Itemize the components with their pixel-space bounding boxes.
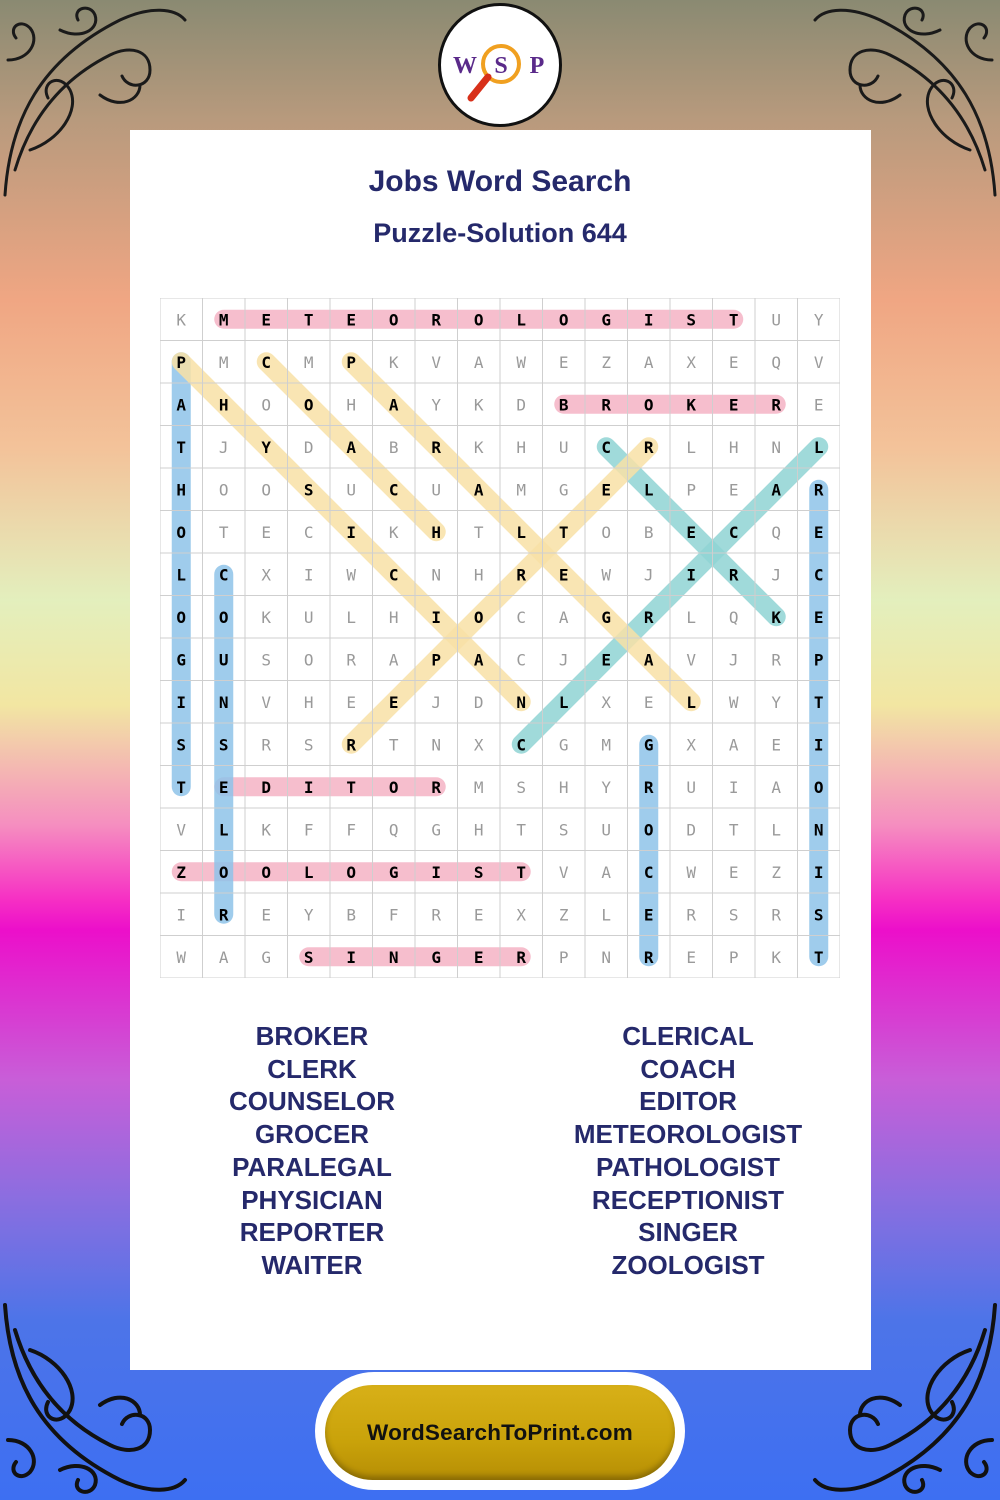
grid-cell: O [303, 395, 314, 415]
grid-cell: A [601, 862, 612, 882]
grid-cell: P [431, 650, 442, 670]
grid-cell: C [388, 565, 399, 585]
grid-cell: R [431, 310, 442, 330]
grid-cell: L [686, 437, 697, 457]
grid-cell: X [473, 735, 484, 755]
grid-cell: O [601, 522, 612, 542]
grid-cell: I [431, 862, 442, 882]
grid-cell: O [176, 607, 187, 627]
grid-cell: I [813, 862, 824, 882]
grid-cell: R [431, 905, 442, 925]
grid-cell: J [728, 650, 739, 670]
word-list-item: COUNSELOR [228, 1086, 396, 1117]
grid-cell: C [388, 480, 399, 500]
grid-cell: T [516, 862, 527, 882]
grid-cell: Q [728, 607, 739, 627]
grid-cell: X [686, 352, 697, 372]
grid-cell: S [218, 735, 229, 755]
grid-cell: Z [558, 905, 569, 925]
grid-cell: S [176, 735, 187, 755]
word-list-item: SINGER [638, 1217, 738, 1248]
grid-cell: T [218, 522, 229, 542]
grid-cell: L [686, 607, 697, 627]
grid-cell: G [261, 947, 272, 967]
grid-cell: R [771, 905, 782, 925]
grid-cell: O [218, 480, 229, 500]
grid-cell: N [813, 820, 824, 840]
grid-cell: T [728, 820, 739, 840]
grid-cell: R [813, 480, 824, 500]
grid-cell: M [218, 310, 229, 330]
grid-cell: C [303, 522, 314, 542]
grid-cell: E [728, 352, 739, 372]
grid-cell: H [388, 607, 399, 627]
grid-cell: I [686, 565, 697, 585]
grid-cell: W [601, 565, 612, 585]
grid-cell: M [303, 352, 314, 372]
grid-cell: A [558, 607, 569, 627]
grid-cell: G [176, 650, 187, 670]
grid-cell: I [813, 735, 824, 755]
grid-cell: R [516, 565, 527, 585]
grid-cell: C [813, 565, 824, 585]
grid-cell: R [771, 650, 782, 670]
page-title: Jobs Word Search [368, 165, 632, 198]
grid-cell: A [771, 777, 782, 797]
grid-cell: E [601, 480, 612, 500]
grid-cell: N [516, 692, 527, 712]
grid-cell: D [261, 777, 272, 797]
grid-cell: G [431, 947, 442, 967]
grid-cell: E [388, 692, 399, 712]
grid-cell: R [346, 735, 357, 755]
grid-cell: E [218, 777, 229, 797]
grid-cell: K [261, 607, 272, 627]
grid-cell: C [516, 735, 527, 755]
grid-cell: G [601, 607, 612, 627]
grid-cell: V [813, 352, 824, 372]
grid-cell: T [558, 522, 569, 542]
grid-cell: A [176, 395, 187, 415]
grid-cell: H [516, 437, 527, 457]
grid-cell: U [303, 607, 314, 627]
grid-cell: A [643, 352, 654, 372]
grid-cell: Z [601, 352, 612, 372]
grid-cell: I [303, 777, 314, 797]
grid-cell: O [473, 607, 484, 627]
grid-svg [160, 298, 840, 978]
grid-cell: V [176, 820, 187, 840]
grid-cell: G [558, 480, 569, 500]
grid-cell: M [516, 480, 527, 500]
grid-cell: O [261, 395, 272, 415]
grid-cell: A [473, 352, 484, 372]
grid-cell: A [473, 650, 484, 670]
grid-cell: O [813, 777, 824, 797]
grid-cell: Y [303, 905, 314, 925]
grid-cell: E [473, 905, 484, 925]
grid-cell: M [218, 352, 229, 372]
grid-cell: C [601, 437, 612, 457]
grid-cell: U [686, 777, 697, 797]
grid-cell: L [643, 480, 654, 500]
grid-cell: L [218, 820, 229, 840]
grid-cell: Z [771, 862, 782, 882]
grid-cell: O [218, 607, 229, 627]
grid-cell: V [686, 650, 697, 670]
grid-cell: U [431, 480, 442, 500]
grid-cell: O [346, 862, 357, 882]
grid-cell: U [601, 820, 612, 840]
grid-cell: K [771, 607, 782, 627]
grid-cell: A [218, 947, 229, 967]
grid-cell: R [516, 947, 527, 967]
grid-cell: H [473, 820, 484, 840]
grid-cell: I [176, 905, 187, 925]
grid-cell: K [176, 310, 187, 330]
grid-cell: Q [771, 522, 782, 542]
grid-cell: X [261, 565, 272, 585]
grid-cell: R [643, 607, 654, 627]
logo-letter-p: P [529, 53, 545, 79]
grid-cell: O [176, 522, 187, 542]
grid-cell: T [176, 437, 187, 457]
grid-cell: E [728, 395, 739, 415]
grid-cell: U [771, 310, 782, 330]
grid-cell: S [473, 862, 484, 882]
grid-cell: C [516, 607, 527, 627]
grid-cell: O [303, 650, 314, 670]
grid-cell: M [601, 735, 612, 755]
grid-cell: K [388, 522, 399, 542]
grid-cell: E [346, 692, 357, 712]
logo-letter-s: S [494, 53, 508, 79]
grid-cell: S [813, 905, 824, 925]
grid-cell: I [431, 607, 442, 627]
grid-cell: U [218, 650, 229, 670]
grid-cell: I [346, 947, 357, 967]
grid-cell: T [388, 735, 399, 755]
grid-cell: W [346, 565, 357, 585]
grid-cell: E [686, 947, 697, 967]
grid-cell: K [261, 820, 272, 840]
grid-cell: K [473, 395, 484, 415]
grid-cell: O [558, 310, 569, 330]
grid-cell: I [176, 692, 187, 712]
grid-cell: R [346, 650, 357, 670]
word-list-item: PHYSICIAN [241, 1184, 383, 1215]
grid-cell: N [601, 947, 612, 967]
grid-cell: H [473, 565, 484, 585]
grid-cell: S [303, 480, 314, 500]
grid-cell: R [771, 395, 782, 415]
word-list-item: ZOOLOGIST [611, 1249, 765, 1280]
word-list-left [142, 1020, 482, 1282]
grid-cell: L [558, 692, 569, 712]
grid-cell: A [643, 650, 654, 670]
grid-cell: L [686, 692, 697, 712]
grid-cell: N [388, 947, 399, 967]
grid-cell: L [601, 905, 612, 925]
grid-cell: J [218, 437, 229, 457]
grid-cell: L [303, 862, 314, 882]
grid-cell: R [643, 777, 654, 797]
grid-cell: W [686, 862, 697, 882]
grid-cell: L [176, 565, 187, 585]
grid-cell: V [261, 692, 272, 712]
word-list-item: CLERK [267, 1053, 357, 1084]
word-list-item: GROCER [254, 1119, 370, 1150]
grid-cell: Z [176, 862, 187, 882]
grid-cell: R [728, 565, 739, 585]
grid-cell: K [473, 437, 484, 457]
grid-cell: H [728, 437, 739, 457]
grid-cell: D [473, 692, 484, 712]
grid-cell: B [346, 905, 357, 925]
grid-cell: R [218, 905, 229, 925]
grid-cell: H [218, 395, 229, 415]
grid-cell: S [686, 310, 697, 330]
grid-cell: U [558, 437, 569, 457]
grid-cell: G [558, 735, 569, 755]
grid-cell: T [303, 310, 314, 330]
grid-cell: C [728, 522, 739, 542]
grid-cell: K [388, 352, 399, 372]
grid-cell: P [346, 352, 357, 372]
grid-cell: R [686, 905, 697, 925]
grid-cell: O [261, 862, 272, 882]
grid-cell: E [813, 395, 824, 415]
grid-cell: N [218, 692, 229, 712]
grid-cell: O [643, 395, 654, 415]
grid-cell: R [643, 437, 654, 457]
grid-cell: V [558, 862, 569, 882]
grid-cell: D [686, 820, 697, 840]
grid-cell: E [728, 480, 739, 500]
grid-cell: H [303, 692, 314, 712]
grid-cell: C [643, 862, 654, 882]
grid-cell: Q [771, 352, 782, 372]
word-list-right [518, 1020, 858, 1282]
grid-cell: E [261, 522, 272, 542]
grid-cell: O [218, 862, 229, 882]
grid-cell: W [516, 352, 527, 372]
grid-cell: G [643, 735, 654, 755]
word-list-item: PATHOLOGIST [596, 1151, 780, 1182]
grid-cell: E [346, 310, 357, 330]
word-list-item: CLERICAL [622, 1021, 754, 1051]
grid-cell: P [728, 947, 739, 967]
site-logo[interactable] [438, 3, 562, 127]
grid-cell: E [686, 522, 697, 542]
grid-cell: F [388, 905, 399, 925]
grid-cell: W [176, 947, 187, 967]
grid-cell: J [558, 650, 569, 670]
grid-cell: A [388, 650, 399, 670]
grid-cell: P [686, 480, 697, 500]
grid-cell: K [686, 395, 697, 415]
grid-cell: I [303, 565, 314, 585]
grid-cell: X [516, 905, 527, 925]
grid-cell: H [431, 522, 442, 542]
grid-cell: Y [813, 310, 824, 330]
grid-cell: T [346, 777, 357, 797]
word-list-item: PARALEGAL [232, 1151, 392, 1182]
grid-cell: P [813, 650, 824, 670]
grid-cell: L [516, 522, 527, 542]
word-list-item: RECEPTIONIST [591, 1184, 785, 1215]
grid-cell: L [516, 310, 527, 330]
grid-cell: E [261, 310, 272, 330]
grid-cell: E [601, 650, 612, 670]
grid-cell: A [473, 480, 484, 500]
site-link-button[interactable] [325, 1385, 675, 1480]
grid-cell: R [431, 437, 442, 457]
grid-cell: O [473, 310, 484, 330]
grid-cell: I [643, 310, 654, 330]
grid-cell: F [303, 820, 314, 840]
grid-cell: E [728, 862, 739, 882]
grid-cell: Y [261, 437, 272, 457]
grid-cell: L [346, 607, 357, 627]
grid-cell: B [388, 437, 399, 457]
grid-cell: Y [431, 395, 442, 415]
grid-cell: I [346, 522, 357, 542]
grid-cell: I [728, 777, 739, 797]
grid-cell: S [516, 777, 527, 797]
grid-cell: N [431, 565, 442, 585]
word-list-item: METEOROLOGIST [573, 1119, 803, 1150]
grid-cell: E [261, 905, 272, 925]
grid-cell: S [303, 735, 314, 755]
word-list-item: REPORTER [239, 1217, 385, 1248]
grid-cell: Q [388, 820, 399, 840]
grid-cell: V [431, 352, 442, 372]
grid-cell: S [558, 820, 569, 840]
grid-cell: S [303, 947, 314, 967]
grid-cell: J [431, 692, 442, 712]
grid-cell: Y [771, 692, 782, 712]
site-link-label: WordSearchToPrint.com [367, 1419, 633, 1445]
grid-cell: O [643, 820, 654, 840]
grid-cell: T [813, 692, 824, 712]
grid-cell: P [176, 352, 187, 372]
grid-cell: E [558, 565, 569, 585]
grid-cell: C [218, 565, 229, 585]
grid-cell: W [728, 692, 739, 712]
grid-cell: A [346, 437, 357, 457]
grid-cell: G [431, 820, 442, 840]
grid-cell: S [728, 905, 739, 925]
word-list-item: EDITOR [639, 1086, 737, 1117]
grid-cell: E [643, 692, 654, 712]
grid-cell: H [346, 395, 357, 415]
grid-cell: G [601, 310, 612, 330]
grid-cell: E [558, 352, 569, 372]
grid-cell: C [261, 352, 272, 372]
grid-cell: T [813, 947, 824, 967]
logo-letter-w: W [453, 53, 477, 79]
grid-cell: T [728, 310, 739, 330]
grid-cell: L [771, 820, 782, 840]
grid-cell: B [558, 395, 569, 415]
grid-cell: T [176, 777, 187, 797]
grid-cell: J [643, 565, 654, 585]
grid-cell: P [558, 947, 569, 967]
word-list-item: BROKER [255, 1021, 369, 1051]
grid-cell: U [346, 480, 357, 500]
grid-cell: E [813, 607, 824, 627]
grid-cell: N [431, 735, 442, 755]
grid-cell: A [728, 735, 739, 755]
grid-cell: R [601, 395, 612, 415]
grid-cell: K [771, 947, 782, 967]
grid-cell: R [643, 947, 654, 967]
grid-cell: D [303, 437, 314, 457]
grid-cell: T [473, 522, 484, 542]
grid-cell: A [771, 480, 782, 500]
grid-cell: F [346, 820, 357, 840]
grid-cell: X [601, 692, 612, 712]
grid-cell: B [643, 522, 654, 542]
grid-cell: J [771, 565, 782, 585]
grid-cell: E [771, 735, 782, 755]
grid-cell: O [388, 777, 399, 797]
grid-cell: O [261, 480, 272, 500]
grid-cell: A [388, 395, 399, 415]
grid-cell: E [813, 522, 824, 542]
grid-cell: D [516, 395, 527, 415]
grid-cell: H [176, 480, 187, 500]
grid-cell: N [771, 437, 782, 457]
grid-cell: X [686, 735, 697, 755]
grid-cell: T [516, 820, 527, 840]
grid-cell: M [473, 777, 484, 797]
word-list-item: WAITER [261, 1249, 363, 1280]
grid-cell: E [643, 905, 654, 925]
grid-cell: R [261, 735, 272, 755]
grid-cell: O [388, 310, 399, 330]
grid-cell: G [388, 862, 399, 882]
grid-cell: R [431, 777, 442, 797]
grid-cell: E [473, 947, 484, 967]
grid-cell: Y [601, 777, 612, 797]
grid-cell: L [813, 437, 824, 457]
grid-cell: S [261, 650, 272, 670]
word-list-item: COACH [640, 1053, 736, 1084]
page-subtitle: Puzzle-Solution 644 [373, 218, 627, 248]
word-search-grid [160, 298, 840, 978]
grid-cell: H [558, 777, 569, 797]
grid-cell: C [516, 650, 527, 670]
